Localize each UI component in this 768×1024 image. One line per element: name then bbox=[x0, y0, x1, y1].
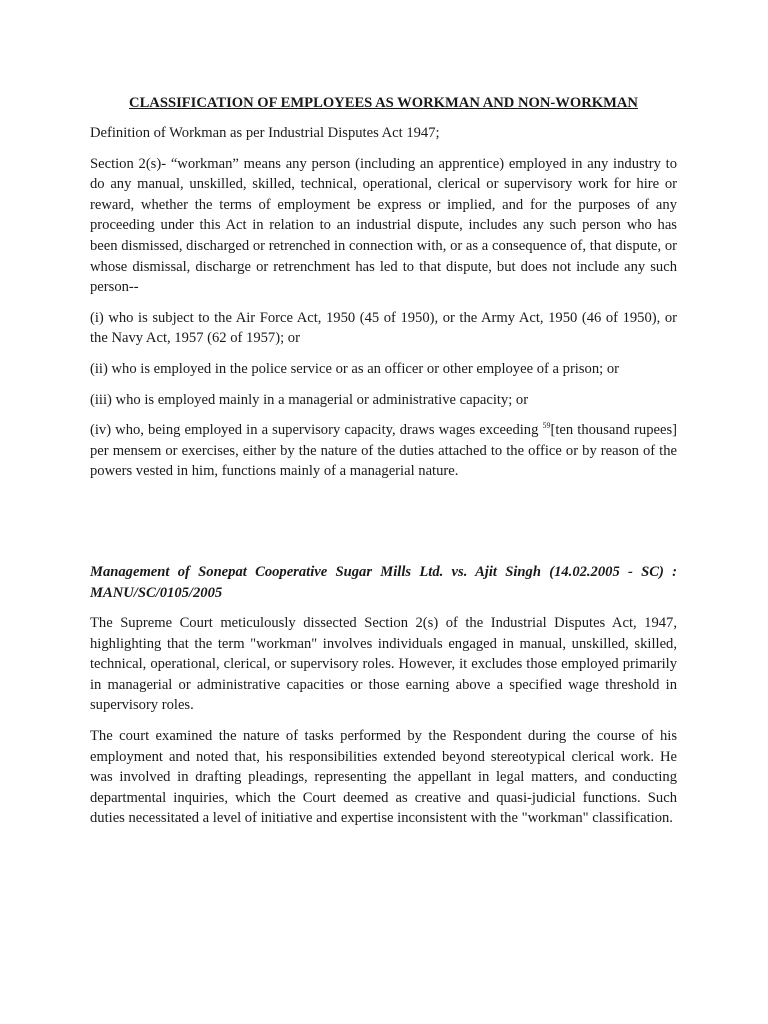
clause-iv bbox=[90, 420, 677, 482]
definition-intro: Definition of Workman as per Industrial Disputes Act 1947; bbox=[90, 125, 440, 141]
section-gap bbox=[90, 492, 677, 562]
footnote-marker: 59 bbox=[542, 421, 551, 431]
document-title: CLASSIFICATION OF EMPLOYEES AS WORKMAN AND NON-WORKMAN bbox=[129, 95, 638, 111]
clause-i: (i) who is subject to the Air Force Act, 1950 (45 of 1950), or the Army Act, 1950 (46 of 1950), or the Navy Act, 1957 (62 of 1957); or bbox=[90, 309, 677, 347]
clause-iv-before: (iv) who, being employed in a supervisory capacity, draws wages exceeding bbox=[90, 422, 543, 439]
clause-iv-after: [ten thousand rupees] per mensem or exercises, either by the nature of the duties attached to the office or by reason of the powers vested in him, functions mainly of a managerial nature. bbox=[90, 422, 677, 480]
clause-iii: (iii) who is employed mainly in a managerial or administrative capacity; or bbox=[90, 391, 529, 408]
case-title: Management of Sonepat Cooperative Sugar Mills Ltd. vs. Ajit Singh (14.02.2005 - SC) : MANU/SC/0105/2005 bbox=[90, 563, 677, 601]
case-paragraph-2: The court examined the nature of tasks performed by the Respondent during the course of his employment and noted that, his responsibilities extended beyond stereotypical clerical work. He was involved in drafting pleadings, representing the appellant in legal matters, and conducting departmental inquiries, which the Court deemed as creative and quasi-judicial functions. Such duties necessitated a level of initiative and expertise inconsistent with the "workman" classification. bbox=[90, 728, 677, 827]
case-paragraph-1: The Supreme Court meticulously dissected Section 2(s) of the Industrial Disputes Act, 1947, highlighting that the term "workman" involves individuals engaged in manual, unskilled, skilled, technical, operational, clerical, or supervisory roles. However, it excludes those employed primarily in managerial or administrative capacities or those earning above a specified wage threshold in supervisory roles. bbox=[90, 615, 677, 714]
document-page bbox=[90, 93, 677, 839]
clause-ii: (ii) who is employed in the police service or as an officer or other employee of a prison; or bbox=[90, 360, 619, 377]
section-2s-paragraph: Section 2(s)- “workman” means any person (including an apprentice) employed in any industry to do any manual, unskilled, skilled, technical, operational, clerical or supervisory work for hire or reward, whether the terms of employment be express or implied, and for the purposes of any proceeding under this Act in relation to an industrial dispute, includes any such person who has been dismissed, discharged or retrenched in connection with, or as a consequence of, that dispute, or whose dismissal, discharge or retrenchment has led to that dispute, but does not include any such person-- bbox=[90, 155, 677, 296]
